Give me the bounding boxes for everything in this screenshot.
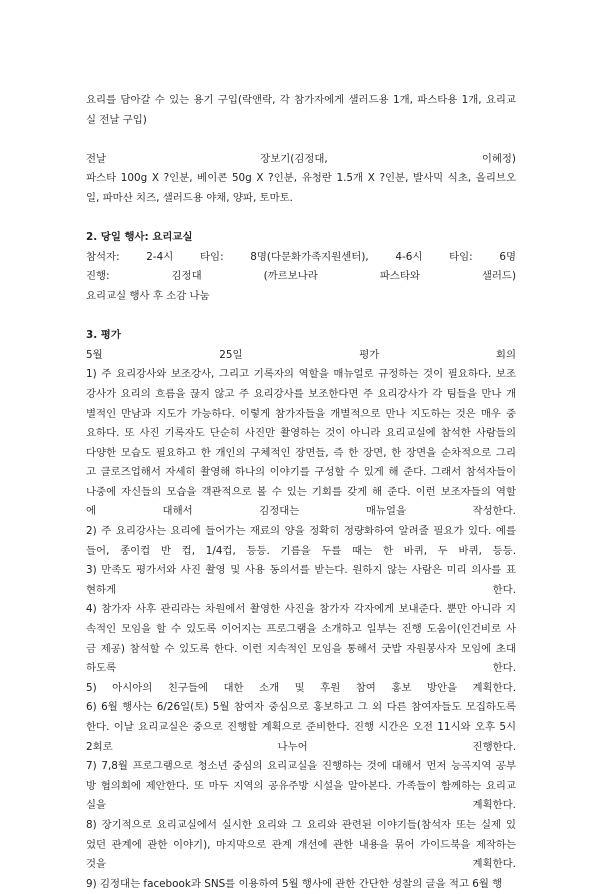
paragraph — [86, 91, 516, 130]
text-line: 다양한 모습도 필요하고 한 개인의 구체적인 장면들, 즉 한 장면, 한 장면을 순차적으로 그리 — [86, 446, 516, 459]
text-line: 9) 김정대는 facebook과 SNS를 이용하여 5월 행사에 관한 간단한 성찰의 글을 적고 6월 행 — [86, 877, 503, 890]
text-line: 현하게 한다. — [86, 583, 516, 596]
text-line: 3) 만족도 평가서와 사진 촬영 및 사용 동의서를 받는다. 원하지 않는 사람은 미리 의사를 표 — [86, 564, 516, 577]
text-line: 전날 장보기(김정대, 이혜정) — [86, 152, 516, 165]
text-line: 한다. 이날 요리교실은 중으로 진행할 계획으로 준비한다. 진행 시간은 오전 11시와 오후 5시 — [86, 721, 516, 733]
text-line: 일, 파마산 치즈, 샐러드용 야채, 양파, 토마토. — [86, 191, 293, 204]
text-line: 6) 6월 행사는 6/26일(토) 5월 참여자 중심으로 홍보하고 그 외 다른 참여자들도 모집하도록 — [86, 701, 516, 714]
text-line: 실을 계획한다. — [86, 799, 516, 812]
text-line: 5월 25일 평가 회의 — [86, 348, 516, 361]
text-line: 었던 관계에 관한 이야기), 마지막으로 관계 개선에 관한 내용을 묶어 가이드북을 제작하는 — [86, 838, 516, 851]
paragraph — [86, 248, 516, 307]
section-heading: 3. 평가 — [86, 329, 121, 342]
text-line: 별적인 만남과 지도가 가능하다. 이렇게 참가자들을 개별적으로 만나 지도하는 것은 매우 중 — [86, 407, 516, 420]
text-line: 진행: 김정대 (까르보나라 파스타와 샐러드) — [86, 270, 516, 283]
text-line: 2) 주 요리강사는 요리에 들어가는 재료의 양을 정확히 정량화하여 알려줄 필요가 있다. 예를 — [86, 525, 516, 538]
paragraph — [86, 150, 516, 209]
document-body — [86, 91, 516, 894]
text-line: 1) 주 요리강사와 보조강사, 그리고 기록자의 역할을 매뉴얼로 규정하는 것이 필요하다. 보조 — [86, 368, 516, 381]
text-line: 참석자: 2-4시 타임: 8명(다문화가족지원센터), 4-6시 타임: 6명 — [86, 250, 516, 263]
text-line: 요리를 담아갈 수 있는 용기 구입(락앤락, 각 참가자에게 샐러드용 1개, 파스타용 1개, 요리교 — [86, 94, 516, 106]
text-line: 나중에 자신들의 모습을 객관적으로 볼 수 있는 기회를 갖게 해 준다. 이런 보조자들의 역할 — [86, 485, 516, 498]
paragraph — [86, 346, 516, 894]
text-line: 금 제공) 참석할 수 있도록 한다. 이런 지속적인 모임을 통해서 굿밥 자원봉사자 모임에 초대 — [86, 642, 516, 655]
text-line: 실 전날 구입) — [86, 113, 147, 126]
text-line: 에 대해서 김정대는 매뉴얼을 작성한다. — [86, 505, 516, 518]
text-line: 하도록 한다. — [86, 662, 516, 675]
text-line: 방 협의회에 제안한다. 또 마두 지역의 공유주방 시설을 알아본다. 가족들이 함께하는 요리교 — [86, 779, 516, 792]
section-heading: 2. 당일 행사: 요리교실 — [86, 231, 193, 244]
text-line: 4) 참가자 사후 관리라는 차원에서 촬영한 사진을 참가자 각자에게 보내준다. 뿐만 아니라 지 — [86, 603, 516, 616]
text-line: 파스타 100g X ?인분, 베이콘 50g X ?인분, 유청란 1.5개 X ?인분, 발사믹 식초, 올리브오 — [86, 172, 516, 185]
text-line: 7) 7,8월 프로그램으로 청소년 중심의 요리교실을 진행하는 것에 대해서 먼저 능곡지역 공부 — [86, 760, 516, 773]
text-line: 5) 아시아의 친구들에 대한 소개 및 후원 참여 홍보 방안을 계획한다. — [86, 681, 516, 694]
paragraph-gap — [86, 130, 516, 150]
text-line: 것을 계획한다. — [86, 858, 516, 871]
text-line: 2회로 나누어 진행한다. — [86, 740, 516, 753]
paragraph-gap — [86, 307, 516, 327]
text-line: 속적인 모임을 할 수 있도록 이어지는 프로그램을 소개하고 일부는 진행 도움이(인건비로 사 — [86, 623, 516, 636]
text-line: 요하다. 또 사진 기록자도 단순히 사진만 촬영하는 것이 아니라 요리교실에 참석한 사람들의 — [86, 427, 516, 440]
text-line: 들어, 종이컵 반 컵, 1/4컵, 등등. 기름을 두를 때는 한 바퀴, 두 바퀴, 등등. — [86, 544, 516, 557]
text-line: 강사가 요리의 흐름을 끊지 않고 주 요리강사를 보조한다면 주 요리강사가 각 팀들을 만나 개 — [86, 387, 516, 400]
text-line: 요리교실 행사 후 소감 나눔 — [86, 289, 210, 302]
text-line: 고 클로즈업해서 자세히 촬영해 하나의 이야기를 구성할 수 있게 해 준다. 그래서 참석자들이 — [86, 466, 516, 479]
paragraph-gap — [86, 209, 516, 229]
text-line: 8) 장기적으로 요리교실에서 실시한 요리와 그 요리와 관련된 이야기들(참석자 또는 실제 있 — [86, 818, 516, 831]
